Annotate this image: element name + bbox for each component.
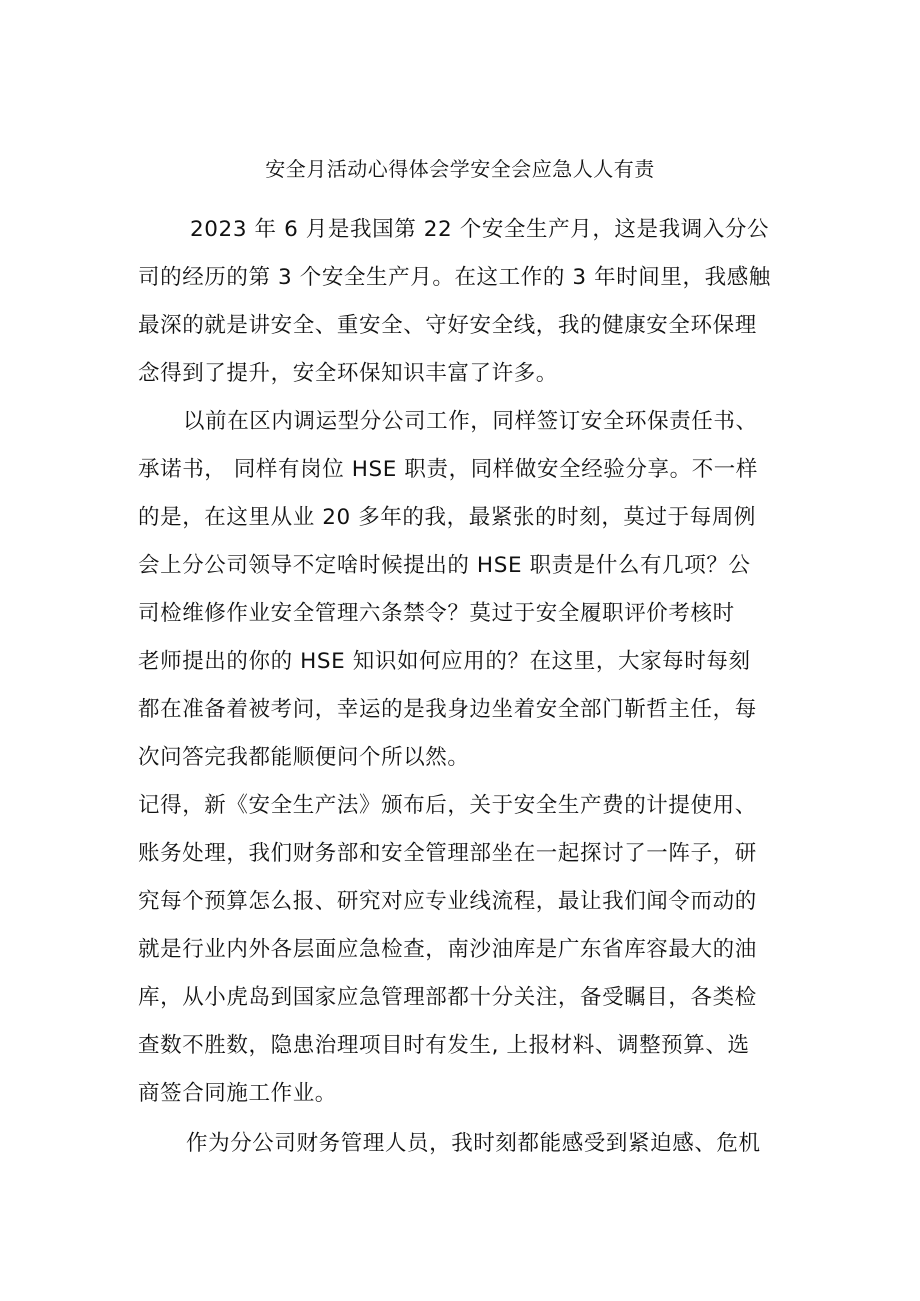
document-title: 安全月活动心得体会学安全会应急人人有责 [265,157,655,181]
paragraph-1-line-1: 2023 年 6 月是我国第 22 个安全生产月，这是我调入分公 [190,217,770,242]
paragraph-3-line-2: 账务处理，我们财务部和安全管理部坐在一起探讨了一阵子，研 [138,841,757,866]
paragraph-2-line-3: 的是，在这里从业 20 多年的我，最紧张的时刻，莫过于每周例 [138,505,757,530]
paragraph-2-line-2: 承诺书， 同样有岗位 HSE 职责，同样做安全经验分享。不一样 [138,457,759,482]
paragraph-4-line-1: 作为分公司财务管理人员，我时刻都能感受到紧迫感、危机 [186,1131,761,1156]
paragraph-1-line-2: 司的经历的第 3 个安全生产月。在这工作的 3 年时间里，我感触 [138,265,771,290]
paragraph-3-line-1: 记得，新《安全生产法》颁布后，关于安全生产费的计提使用、 [138,793,757,818]
paragraph-2-line-1: 以前在区内调运型分公司工作，同样签订安全环保责任书、 [183,409,758,434]
paragraph-2-line-6: 老师提出的你的 HSE 知识如何应用的？在这里，大家每时每刻 [138,649,751,674]
paragraph-1-line-3: 最深的就是讲安全、重安全、守好安全线，我的健康安全环保理 [138,313,757,338]
paragraph-2-line-8: 次问答完我都能顺便问个所以然。 [138,745,470,770]
paragraph-3-line-7: 商签合同施工作业。 [138,1081,337,1106]
paragraph-3-line-6: 查数不胜数，隐患治理项目时有发生, 上报材料、调整预算、选 [138,1033,750,1058]
paragraph-2-line-7: 都在准备着被考问，幸运的是我身边坐着安全部门靳哲主任，每 [138,697,757,722]
paragraph-3-line-5: 库，从小虎岛到国家应急管理部都十分关注，备受瞩目，各类检 [138,985,757,1010]
paragraph-3-line-3: 究每个预算怎么报、研究对应专业线流程，最让我们闻令而动的 [138,889,757,914]
paragraph-2-line-4: 会上分公司领导不定啥时候提出的 HSE 职责是什么有几项？公 [138,553,751,578]
paragraph-3-line-4: 就是行业内外各层面应急检查，南沙油库是广东省库容最大的油 [138,937,757,962]
paragraph-1-line-4: 念得到了提升，安全环保知识丰富了许多。 [138,361,558,386]
paragraph-2-line-5: 司检维修作业安全管理六条禁令？莫过于安全履职评价考核时 [138,601,735,626]
